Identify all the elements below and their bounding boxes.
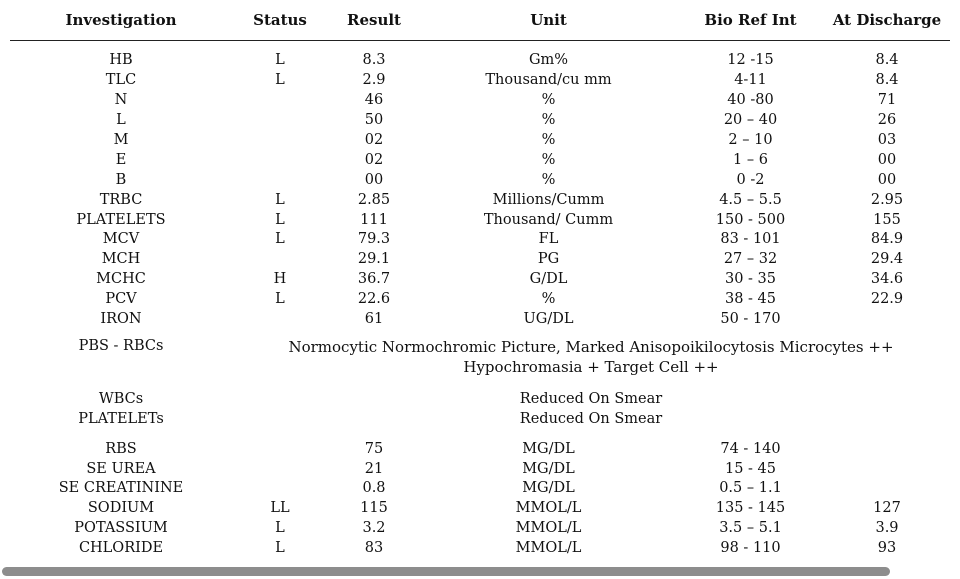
table-row: [10, 91, 950, 111]
bio-ref-cell: 4.5 – 5.5: [719, 191, 782, 208]
bio-ref-cell: 83 - 101: [720, 231, 781, 248]
unit-cell: Gm%: [528, 52, 569, 69]
unit-cell: MMOL/L: [515, 540, 582, 557]
discharge-cell: [824, 459, 950, 479]
investigation-cell: HB: [109, 52, 133, 69]
bio-ref-cell: 1 – 6: [733, 151, 768, 168]
result-cell: 29.1: [357, 251, 391, 268]
investigation-cell: MCV: [102, 231, 140, 248]
unit-cell: MG/DL: [522, 440, 575, 457]
status-cell: [232, 250, 328, 270]
table-row: [10, 131, 950, 151]
table-row: [10, 170, 950, 190]
result-cell: 0.8: [362, 480, 386, 497]
status-cell: LL: [270, 500, 290, 517]
result-cell: 3.2: [362, 520, 386, 537]
table-row: [10, 150, 950, 170]
table-row: [10, 71, 950, 91]
investigation-cell: RBS: [105, 440, 137, 457]
bio-ref-cell: 0.5 – 1.1: [719, 480, 782, 497]
status-cell: L: [275, 231, 285, 248]
investigation-cell: L: [116, 112, 126, 129]
discharge-cell: 93: [877, 540, 897, 557]
investigation-cell: PLATELETS: [76, 211, 166, 228]
unit-cell: MMOL/L: [515, 500, 582, 517]
discharge-cell: 22.9: [870, 291, 904, 308]
status-cell: [232, 479, 328, 499]
result-cell: 02: [364, 132, 384, 148]
bio-ref-cell: 0 -2: [736, 171, 765, 188]
table-row: [10, 190, 950, 210]
bio-ref-cell: 50 - 170: [720, 311, 781, 328]
status-cell: L: [275, 211, 285, 228]
result-cell: 36.7: [357, 271, 391, 288]
smear-text: Reduced On Smear: [519, 410, 663, 427]
result-cell: 50: [364, 112, 384, 129]
header-unit: Unit: [530, 11, 567, 29]
result-cell: 8.3: [362, 52, 386, 69]
status-cell: L: [275, 72, 285, 89]
status-cell: L: [275, 291, 285, 308]
table-row: [10, 539, 950, 559]
bio-ref-cell: 135 - 145: [715, 500, 786, 517]
result-cell: 75: [364, 440, 384, 457]
status-cell: L: [275, 520, 285, 537]
table-row: [10, 210, 950, 230]
status-cell: [232, 170, 328, 190]
status-cell: [232, 459, 328, 479]
discharge-cell: 8.4: [875, 72, 899, 89]
investigation-cell: CHLORIDE: [78, 540, 164, 557]
table-row: [10, 270, 950, 290]
status-cell: [232, 439, 328, 459]
investigation-cell: MCHC: [96, 271, 146, 288]
bio-ref-cell: 12 -15: [727, 52, 774, 69]
bio-ref-cell: 2 – 10: [728, 132, 773, 148]
header-status: Status: [253, 11, 307, 29]
unit-cell: Thousand/cu mm: [485, 72, 612, 89]
discharge-cell: 71: [877, 92, 897, 109]
result-cell: 00: [364, 171, 384, 188]
table-row: [10, 519, 950, 539]
header-bio-ref: Bio Ref Int: [704, 11, 797, 29]
bio-ref-cell: 98 - 110: [720, 540, 781, 557]
bio-ref-cell: 38 - 45: [724, 291, 777, 308]
investigation-cell: M: [113, 132, 129, 148]
unit-cell: %: [541, 151, 556, 168]
discharge-cell: 2.95: [870, 191, 904, 208]
investigation-cell: MCH: [101, 251, 141, 268]
unit-cell: G/DL: [529, 271, 568, 288]
discharge-cell: 03: [877, 132, 897, 148]
table-header-row: [10, 0, 950, 41]
investigation-cell: E: [115, 151, 127, 168]
unit-cell: Thousand/ Cumm: [483, 211, 614, 228]
table-body: [10, 41, 950, 559]
status-cell: [232, 111, 328, 131]
bio-ref-cell: 3.5 – 5.1: [719, 520, 782, 537]
result-cell: 21: [364, 460, 384, 477]
discharge-cell: 29.4: [870, 251, 904, 268]
status-cell: [232, 150, 328, 170]
lab-results-table: [10, 0, 950, 559]
bio-ref-cell: 4-11: [734, 72, 767, 89]
discharge-cell: 26: [877, 112, 897, 129]
bio-ref-cell: 20 – 40: [723, 112, 778, 129]
unit-cell: %: [541, 92, 556, 109]
investigation-cell: SE CREATININE: [58, 480, 184, 497]
discharge-cell: 3.9: [875, 520, 899, 537]
bio-ref-cell: 74 - 140: [720, 440, 781, 457]
discharge-cell: 127: [873, 500, 901, 517]
table-row: [10, 310, 950, 330]
result-cell: 83: [364, 540, 384, 557]
discharge-cell: 00: [877, 151, 897, 168]
status-cell: [232, 310, 328, 330]
bio-ref-cell: 150 - 500: [715, 211, 786, 228]
status-cell: L: [275, 191, 285, 208]
investigation-cell: POTASSIUM: [74, 520, 168, 537]
table-row: [10, 230, 950, 250]
smear-text: Reduced On Smear: [519, 390, 663, 407]
investigation-cell: PCV: [105, 291, 137, 308]
header-discharge: At Discharge: [832, 11, 942, 29]
smear-row: [10, 389, 950, 409]
table-row: [10, 51, 950, 71]
result-cell: 2.85: [357, 191, 391, 208]
discharge-cell: 00: [877, 171, 897, 188]
status-cell: L: [275, 540, 285, 557]
result-cell: 115: [360, 500, 388, 517]
discharge-cell: 8.4: [875, 52, 899, 69]
result-cell: 61: [364, 311, 384, 328]
unit-cell: MG/DL: [522, 460, 575, 477]
pbs-row: [10, 329, 950, 377]
status-cell: [232, 131, 328, 151]
investigation-cell: SODIUM: [87, 500, 155, 517]
discharge-cell: [824, 439, 950, 459]
pbs-label: PBS - RBCs: [78, 338, 164, 355]
unit-cell: MMOL/L: [515, 520, 582, 537]
table-row: [10, 290, 950, 310]
investigation-cell: N: [114, 92, 128, 109]
discharge-cell: [824, 310, 950, 330]
table-row: [10, 439, 950, 459]
result-cell: 79.3: [357, 231, 391, 248]
header-investigation: Investigation: [65, 11, 177, 29]
unit-cell: %: [541, 132, 556, 148]
unit-cell: MG/DL: [522, 480, 575, 497]
spacer-row: [10, 41, 950, 52]
table-row: [10, 111, 950, 131]
unit-cell: PG: [537, 251, 560, 268]
table-row: [10, 479, 950, 499]
investigation-cell: SE UREA: [86, 460, 156, 477]
horizontal-scrollbar[interactable]: [2, 567, 890, 576]
table-row: [10, 250, 950, 270]
unit-cell: FL: [538, 231, 559, 248]
table-row: [10, 499, 950, 519]
result-cell: 02: [364, 151, 384, 168]
result-cell: 22.6: [357, 291, 391, 308]
discharge-cell: 84.9: [870, 231, 904, 248]
smear-label: WBCs: [98, 390, 144, 407]
bio-ref-cell: 27 – 32: [723, 251, 778, 268]
result-cell: 2.9: [362, 72, 386, 89]
unit-cell: %: [541, 291, 556, 308]
bio-ref-cell: 30 - 35: [724, 271, 777, 288]
status-cell: L: [275, 52, 285, 69]
bio-ref-cell: 15 - 45: [724, 460, 777, 477]
discharge-cell: 155: [873, 211, 901, 228]
smear-row: [10, 409, 950, 429]
bio-ref-cell: 40 -80: [727, 92, 774, 109]
header-result: Result: [347, 11, 401, 29]
smear-label: PLATELETs: [78, 410, 164, 427]
status-cell: H: [273, 271, 287, 288]
spacer-row: [10, 377, 950, 389]
investigation-cell: IRON: [100, 311, 142, 328]
unit-cell: UG/DL: [523, 311, 574, 328]
investigation-cell: TLC: [105, 72, 137, 89]
status-cell: [232, 91, 328, 111]
spacer-row: [10, 429, 950, 439]
unit-cell: %: [541, 112, 556, 129]
result-cell: 46: [364, 92, 384, 109]
table-row: [10, 459, 950, 479]
result-cell: 111: [360, 211, 388, 228]
unit-cell: %: [541, 171, 556, 188]
investigation-cell: TRBC: [99, 191, 143, 208]
discharge-cell: 34.6: [870, 271, 904, 288]
discharge-cell: [824, 479, 950, 499]
pbs-text: Normocytic Normochromic Picture, Marked Anisopoikilocytosis Microcytes ++ Hypochromasia + Target Cell ++: [288, 338, 894, 377]
unit-cell: Millions/Cumm: [492, 191, 605, 208]
investigation-cell: B: [115, 171, 127, 188]
